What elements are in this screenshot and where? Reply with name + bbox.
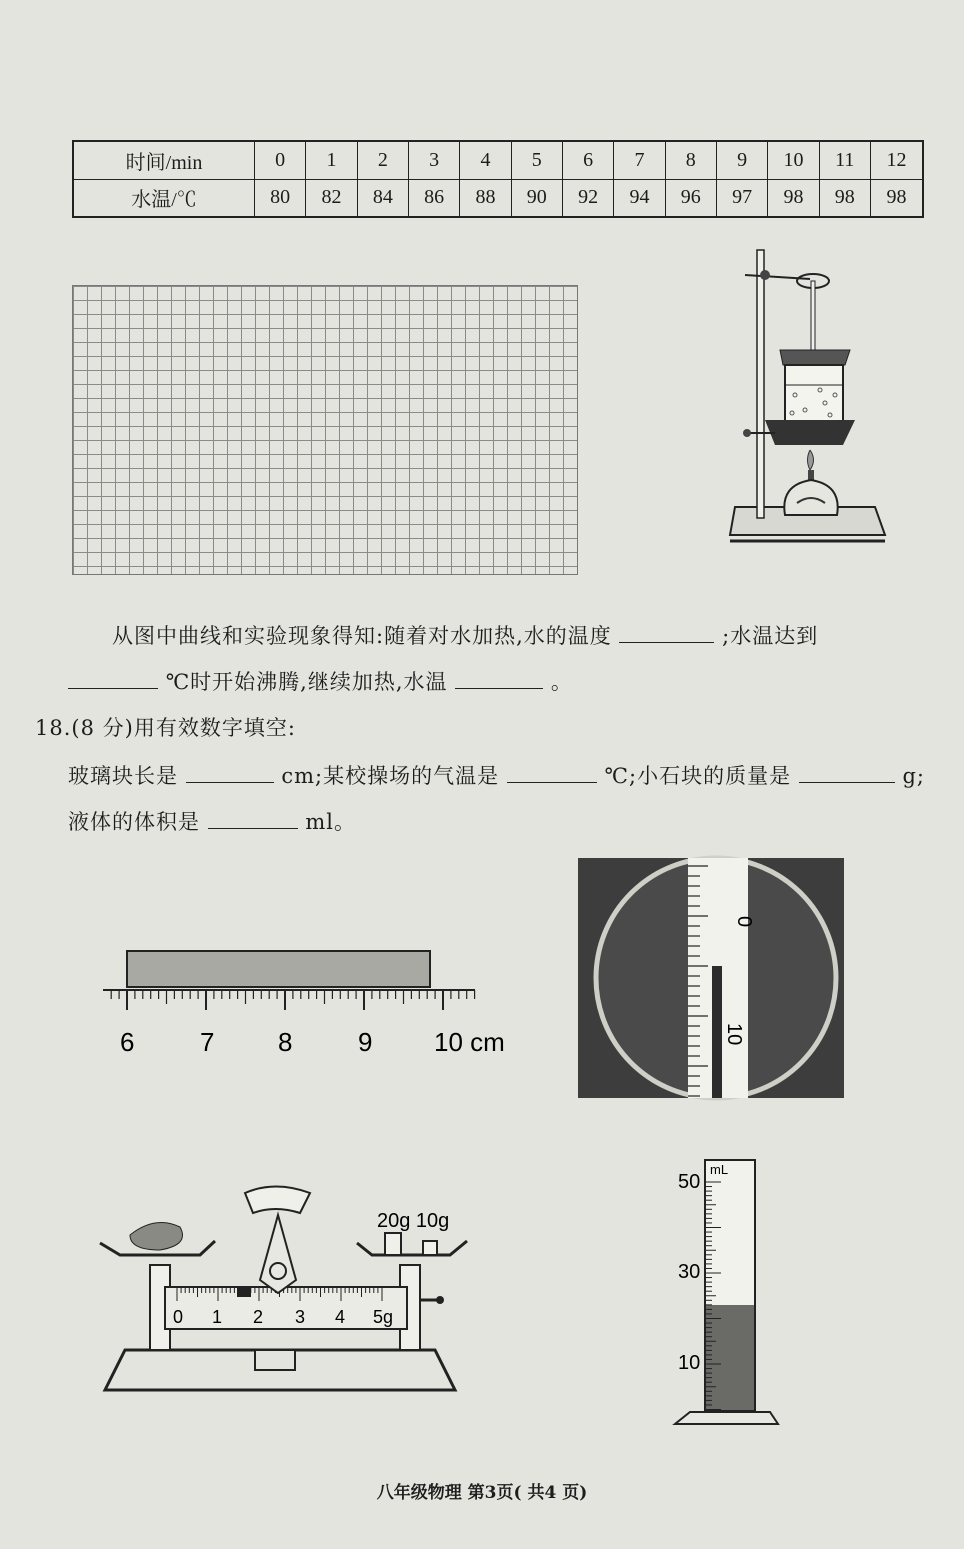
cylinder-unit: mL <box>710 1162 729 1177</box>
time-cell: 8 <box>665 141 716 179</box>
cylinder-label-50: 50 <box>678 1171 701 1193</box>
temp-header: 水温/℃ <box>73 179 255 217</box>
stone-mass-blank[interactable] <box>799 762 895 783</box>
temp-cell: 92 <box>562 179 613 217</box>
temperature-trend-blank[interactable] <box>619 622 714 643</box>
q17-line2 <box>68 666 573 696</box>
cylinder-label-10: 10 <box>678 1352 701 1374</box>
ruler-label: 6 <box>120 1027 135 1057</box>
temp-cell: 86 <box>408 179 459 217</box>
q18-text-5: 液体的体积是 <box>68 810 200 834</box>
q18-line1 <box>68 760 925 790</box>
temp-cell: 96 <box>665 179 716 217</box>
time-cell: 0 <box>255 141 306 179</box>
balance-scale-label: 2 <box>253 1307 264 1327</box>
temp-row <box>73 179 923 217</box>
q17-text-2: ;水温达到 <box>722 624 819 648</box>
graph-paper-grid[interactable] <box>72 285 578 575</box>
boiling-point-blank[interactable] <box>68 668 158 689</box>
balance-scale-label: 5g <box>373 1307 394 1327</box>
weights-label: 20g 10g <box>377 1210 450 1232</box>
temp-cell: 82 <box>306 179 357 217</box>
q18-text-6: ml。 <box>305 810 357 834</box>
air-temp-blank[interactable] <box>507 762 597 783</box>
balance-illustration <box>95 1175 480 1400</box>
glass-length-blank[interactable] <box>186 762 274 783</box>
temp-cell: 84 <box>357 179 408 217</box>
q18-line2 <box>68 806 356 836</box>
liquid-volume-blank[interactable] <box>208 808 298 829</box>
balance-scale-label: 4 <box>335 1307 346 1327</box>
temperature-table <box>72 140 924 218</box>
temp-cell: 90 <box>511 179 562 217</box>
temp-cell: 97 <box>716 179 767 217</box>
temp-cell: 98 <box>819 179 870 217</box>
q18-text-2: cm;某校操场的气温是 <box>281 764 500 788</box>
temp-cell: 94 <box>614 179 665 217</box>
time-cell: 4 <box>460 141 511 179</box>
water-temp-blank[interactable] <box>455 668 543 689</box>
ruler-label: 7 <box>200 1027 215 1057</box>
time-cell: 7 <box>614 141 665 179</box>
temp-cell: 98 <box>768 179 819 217</box>
temp-cell: 80 <box>255 179 306 217</box>
ruler-label: 8 <box>278 1027 293 1057</box>
temp-cell: 88 <box>460 179 511 217</box>
time-cell: 6 <box>562 141 613 179</box>
page-footer: 八年级物理 第3页( 共4 页) <box>376 1483 588 1503</box>
time-header: 时间/min <box>73 141 255 179</box>
time-row <box>73 141 923 179</box>
q17-text-1: 从图中曲线和实验现象得知:随着对水加热,水的温度 <box>112 624 612 648</box>
time-cell: 1 <box>306 141 357 179</box>
thermometer-illustration <box>578 858 844 1098</box>
time-cell: 5 <box>511 141 562 179</box>
time-cell: 9 <box>716 141 767 179</box>
q18-text-3: ℃;小石块的质量是 <box>604 764 792 788</box>
boiling-apparatus-illustration <box>725 245 895 550</box>
balance-scale-label: 0 <box>173 1307 184 1327</box>
q17-line1 <box>112 620 818 650</box>
temp-cell: 98 <box>870 179 923 217</box>
q18-text-4: g; <box>902 764 925 788</box>
ruler-label: 9 <box>358 1027 373 1057</box>
q17-text-3: ℃时开始沸腾,继续加热,水温 <box>165 670 448 694</box>
q18-text-1: 玻璃块长是 <box>68 764 178 788</box>
thermometer-label-10: 10 <box>723 1023 745 1046</box>
time-cell: 3 <box>408 141 459 179</box>
time-cell: 12 <box>870 141 923 179</box>
balance-scale-label: 3 <box>295 1307 306 1327</box>
q18-title: 18.(8 分)用有效数字填空: <box>35 716 296 740</box>
time-cell: 11 <box>819 141 870 179</box>
ruler-label: 10 cm <box>434 1027 505 1057</box>
time-cell: 2 <box>357 141 408 179</box>
cylinder-label-30: 30 <box>678 1261 701 1283</box>
ruler-illustration <box>100 945 510 1065</box>
time-cell: 10 <box>768 141 819 179</box>
balance-scale-label: 1 <box>212 1307 223 1327</box>
thermometer-label-0: 0 <box>733 916 755 928</box>
q17-text-4: 。 <box>550 670 573 694</box>
measuring-cylinder-illustration <box>670 1152 790 1432</box>
